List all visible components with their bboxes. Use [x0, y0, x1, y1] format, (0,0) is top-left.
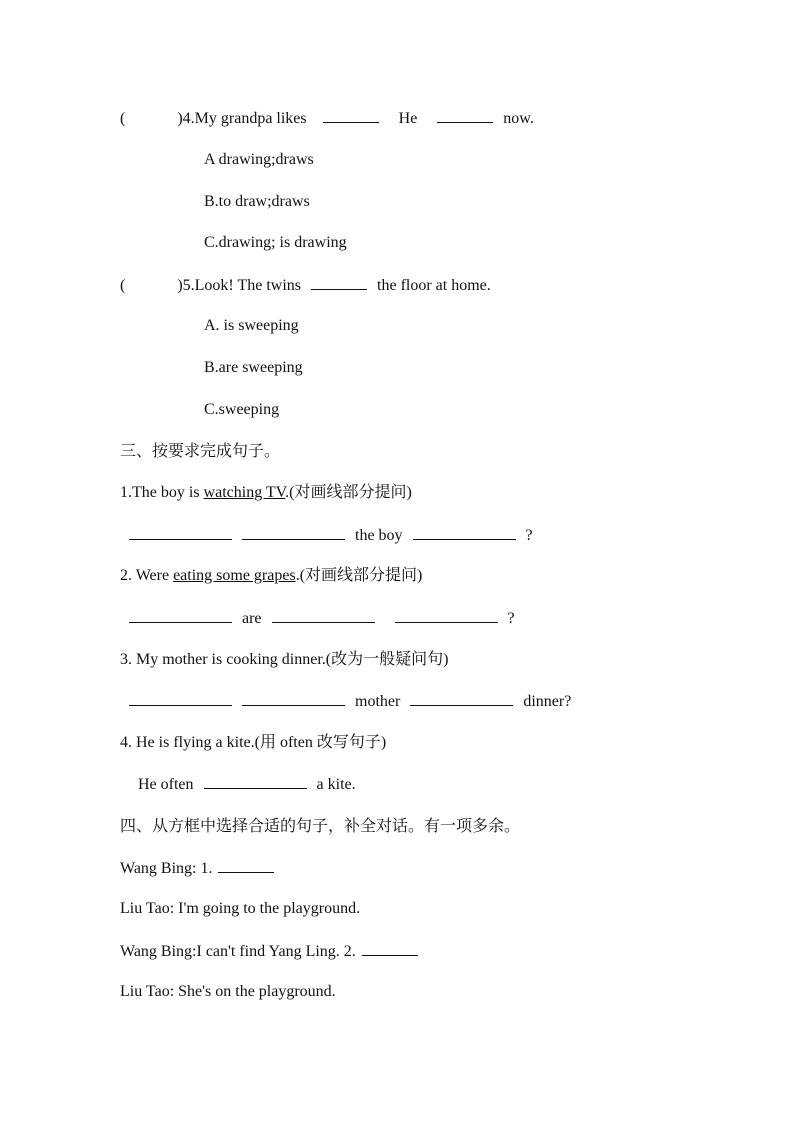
- dialog-line-4: Liu Tao: She's on the playground.: [120, 983, 336, 1000]
- s3-3-blank-1[interactable]: [129, 691, 232, 706]
- s3-1-blank-1[interactable]: [129, 525, 232, 540]
- section-3-title: 三、按要求完成句子。: [120, 441, 281, 460]
- dialog-blank-2[interactable]: [362, 941, 418, 956]
- s3-2-blank-1[interactable]: [129, 608, 232, 623]
- q5-number: 5.: [182, 277, 195, 294]
- q5-paren-open: (: [120, 277, 126, 294]
- q5-blank[interactable]: [311, 275, 367, 290]
- s3-2-prefix: 2. Were: [120, 567, 174, 584]
- q4-blank-2[interactable]: [437, 108, 493, 123]
- s3-sentence-4: 4. He is flying a kite.(用 often 改写句子): [120, 734, 387, 751]
- s3-sentence-1: [120, 483, 412, 503]
- s3-3-blank-2[interactable]: [242, 691, 345, 706]
- q5-stem-b: the floor at home.: [377, 277, 491, 294]
- s3-2-underlined: eating some grapes: [173, 567, 296, 584]
- dialog-line-1: [120, 858, 274, 879]
- q4-blank-1[interactable]: [323, 108, 379, 123]
- dialog-blank-1[interactable]: [218, 858, 274, 873]
- q4-option-b: B.to draw;draws: [204, 193, 310, 210]
- dialog-line-3: [120, 941, 418, 962]
- q4-stem-a: My grandpa likes: [194, 110, 307, 127]
- s3-1-prefix: 1.The boy is: [120, 484, 204, 501]
- dialog-line-2: Liu Tao: I'm going to the playground.: [120, 900, 361, 917]
- s3-answer-3: [129, 691, 571, 712]
- q4-paren-open: (: [120, 110, 126, 127]
- section-4-title: 四、从方框中选择合适的句子，补全对话。有一项多余。: [120, 816, 521, 835]
- s3-4-blank[interactable]: [204, 774, 307, 789]
- s3-2-blank-2[interactable]: [272, 608, 375, 623]
- s3-1-blank-2[interactable]: [242, 525, 345, 540]
- s3-1-blank-3[interactable]: [413, 525, 516, 540]
- q5-option-b: B.are sweeping: [204, 359, 303, 376]
- q4-stem-b: He: [398, 110, 418, 127]
- dialog-3-text: Wang Bing:I can't find Yang Ling. 2.: [120, 943, 356, 960]
- s3-1-answer-word: the boy: [355, 527, 403, 544]
- s3-2-blank-3[interactable]: [395, 608, 498, 623]
- s3-1-underlined: watching TV: [203, 484, 286, 501]
- question-4: [120, 108, 534, 129]
- s3-sentence-3: 3. My mother is cooking dinner.(改为一般疑问句): [120, 651, 449, 668]
- q5-stem-a: Look! The twins: [194, 277, 302, 294]
- s3-4-answer-a: He often: [138, 776, 194, 793]
- s3-sentence-2: [120, 566, 422, 586]
- s3-3-blank-3[interactable]: [410, 691, 513, 706]
- s3-2-answer-end: ?: [507, 610, 515, 627]
- s3-2-suffix: .(对画线部分提问): [295, 567, 423, 584]
- s3-answer-2: [129, 608, 515, 629]
- q4-option-c: C.drawing; is drawing: [204, 234, 347, 251]
- q4-stem-c: now.: [503, 110, 534, 127]
- s3-3-answer-word: mother: [355, 693, 401, 710]
- q4-option-a: A drawing;draws: [204, 151, 314, 168]
- s3-1-suffix: .(对画线部分提问): [285, 484, 412, 501]
- s3-1-answer-end: ?: [525, 527, 533, 544]
- s3-4-answer-b: a kite.: [316, 776, 356, 793]
- q4-paren-close: ): [177, 110, 183, 127]
- s3-answer-1: [129, 525, 533, 546]
- q5-option-c: C.sweeping: [204, 401, 280, 418]
- q4-number: 4.: [182, 110, 195, 127]
- q5-option-a: A. is sweeping: [204, 317, 299, 334]
- s3-3-answer-end: dinner?: [523, 693, 572, 710]
- s3-answer-4: [138, 774, 356, 795]
- dialog-1-text: Wang Bing: 1.: [120, 860, 213, 877]
- q5-paren-close: ): [177, 277, 183, 294]
- question-5: [120, 275, 491, 296]
- s3-2-answer-word: are: [242, 610, 262, 627]
